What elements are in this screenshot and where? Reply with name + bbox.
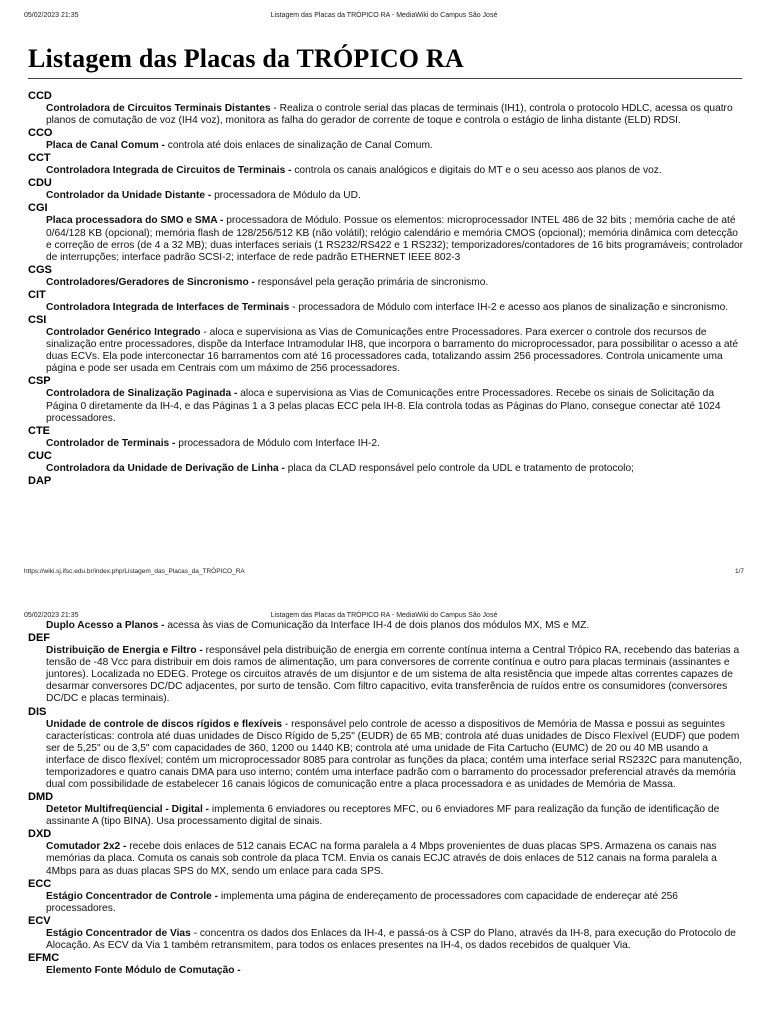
board-code: CDU [28, 177, 52, 190]
print-page-number: 1/7 [734, 568, 744, 575]
board-code: CCT [28, 152, 51, 165]
board-description-text: implementa uma página de endereçamento de processadores com capacidade de endereçar até 256 processadores. [46, 890, 678, 914]
content-area [28, 90, 744, 488]
board-description [46, 804, 744, 828]
separator: - [270, 103, 280, 114]
board-description-text: responsável pela geração primária de sincronismo. [257, 276, 489, 288]
board-code: CSP [28, 375, 51, 388]
board-description [46, 277, 744, 289]
board-description [46, 190, 744, 202]
board-name: Distribuição de Energia e Filtro - [46, 645, 203, 657]
board-code: CTE [28, 424, 50, 437]
board-description-text: aloca e supervisiona as Vias de Comunicações entre Processadores. Recebe os sinais de Solicitação da Página 0 diretamente da IH-4, e das Páginas 1 a 3 pelas placas ECC pela IH-8. Ela controla todas as Páginas do Plano, consegue conectar até 1024 processadores. [46, 388, 721, 424]
page-title: Listagem das Placas da TRÓPICO RA [28, 44, 742, 79]
board-name: Controlador da Unidade Distante - [46, 190, 212, 202]
board-description-text: implementa 6 enviadores ou receptores MFC, ou 6 enviadores MF para realização da função de identificação de assinante A (tipo BINA). Usa processamento digital de sinais. [46, 804, 720, 828]
board-name: Estágio Concentrador de Vias [46, 927, 191, 939]
board-code: DEF [28, 632, 50, 645]
board-name: Duplo Acesso a Planos - [46, 620, 165, 631]
board-description-text: acessa às vias de Comunicação da Interface IH-4 de dois planos dos módulos MX, MS e MZ. [167, 620, 590, 631]
board-description-text: recebe dois enlaces de 512 canais ECAC na forma paralela a 4 Mbps provenientes de duas placas SPS. Armazena os canais nas memórias da placa. Comuta os canais sob controle da placa TCM. Envia os canais ECJC através de dois enlaces de 512 canais na forma paralela a 4Mbps para as duas placas SPS do MX, sendo um enlace para cada SPS. [46, 841, 717, 877]
board-name: Comutador 2x2 - [46, 841, 127, 853]
board-code: CGS [28, 263, 52, 276]
board-description [46, 719, 744, 792]
board-description-text: placa da CLAD responsável pelo controle da UDL e tratamento de protocolo; [287, 462, 634, 474]
board-name: Controlador de Terminais - [46, 437, 176, 449]
board-description [46, 620, 744, 632]
board-description [46, 388, 744, 424]
board-description [46, 928, 744, 952]
content-area [28, 620, 744, 977]
board-code: CSI [28, 314, 47, 327]
board-code: CGI [28, 202, 48, 215]
board-description-text: controla os canais analógicos e digitais do MT e o seu acesso aos planos de voz. [294, 165, 662, 177]
print-header [24, 12, 744, 24]
board-description-text: aloca e supervisiona as Vias de Comunicações entre Processadores. Para exercer o controle dos recursos de sinalização entre processadores, dispõe da Interface Intramodular IH8, que incorpora o barramento do microprocessador, para possibilitar o acesso a até duas ECVs. Ela pode interconectar 16 barramentos com até 16 processadores cada, totalizando assim 256 processadores. Controla unicamente uma página e pode ser usada em Centrais com um máximo de 256 processadores. [46, 327, 738, 375]
print-datetime: 05/02/2023 21:35 [24, 12, 79, 19]
board-description [46, 841, 744, 877]
board-code: DMD [28, 791, 54, 804]
board-description [46, 103, 744, 127]
board-code: DXD [28, 828, 52, 841]
definition-list [28, 620, 744, 977]
board-description-text: responsável pela distribuição de energia em corrente contínua interna a Central Trópico RA, recebendo das baterias a tensão de -48 Vcc para distribuir em dois ramos de alimentação, um para conversores de corrente contínua e outro para placas terminais (assinantes e juntores). Localizada no EDEG. Protege os circuitos através de um disjuntor e de um sistema de alta resistência que impede altas correntes capazes de desarmar conversores DC/DC adjacentes, por surto de tensão. Com filtro capacitivo, evita transferência de ruídos entre os consumidores (conversores DC/DC e placas terminais). [46, 645, 740, 705]
board-name: Placa processadora do SMO e SMA - [46, 215, 224, 227]
print-footer-url: https://wiki.sj.ifsc.edu.br/index.php/Listagem_das_Placas_da_TRÓPICO_RA [24, 568, 245, 575]
definition-list [28, 90, 744, 488]
board-name: Controladora de Sinalização Paginada - [46, 388, 238, 400]
board-description-text: concentra os dados dos Enlaces da IH-4, e passá-os à CSP do Plano, através da IH-8, para execução do Protocolo de Alocação. As ECV da Via 1 também retransmitem, para todos os enlaces presentes na IH-4, os dados recebidos de qualquer Via. [46, 927, 736, 951]
board-description-text: processadora de Módulo com interface IH-2 e acesso aos planos de sinalização e sincronismo. [298, 301, 729, 313]
board-code: ECV [28, 914, 51, 927]
board-name: Detetor Multifreqüencial - Digital - [46, 804, 210, 816]
board-description-text: processadora de Módulo. Possue os elementos: microprocessador INTEL 486 de 32 bits ; memória cache de até 0/64/128 KB (opcional); memória flash de 128/256/512 KB (não volátil); relógio calendário e memória CMOS (opcional); memória dinâmica com detecção e correção de erros (de 4 a 32 MB); duas interfaces seriais (1 RS232/RS422 e 1 RS232); temporizadores/contadores de 16 bits programáveis; controlador de interrupções; interface padrão SCSI-2; interface de rede padrão ETHERNET IEEE 802-3 [46, 215, 744, 263]
printed-page-2 [0, 600, 768, 1024]
print-datetime: 05/02/2023 21:35 [24, 612, 79, 619]
print-header-title: Listagem das Placas da TRÓPICO RA - MediaWiki do Campus São José [270, 612, 498, 619]
board-description [46, 302, 744, 314]
separator: - [200, 327, 210, 339]
board-description [46, 327, 744, 375]
board-name: Controladora Integrada de Interfaces de Terminais [46, 301, 290, 313]
board-description [46, 215, 744, 263]
board-description [46, 891, 744, 915]
separator: - [190, 927, 200, 939]
separator: - [282, 718, 292, 730]
board-description [46, 645, 744, 705]
separator: - [289, 301, 299, 313]
board-name: Elemento Fonte Módulo de Comutação - [46, 964, 241, 976]
board-name: Placa de Canal Comum - [46, 140, 165, 152]
board-name: Controladores/Geradores de Sincronismo - [46, 276, 255, 288]
board-description [46, 165, 744, 177]
board-code: CCO [28, 127, 53, 140]
board-name: Controlador Genérico Integrado [46, 327, 201, 339]
board-description-text: Realiza o controle serial das placas de terminais (IH1), controla o protocolo HDLC, acessa os quatro planos de comutação de voz (IH4 voz), monitora as falha do gerador de corrente de toque e controla o estágio de linha distante (ELD) RDSI. [46, 103, 733, 127]
board-description-text: responsável pelo controle de acesso a dispositivos de Memória de Massa e possui as seguintes características: controla até duas unidades de Disco Rígido de 5,25" (EUDR) de 65 MB; controla até duas unidades de Disco Flexível (EUDF) que podem ser de 5,25" ou de 3,5" com capacidades de 360, 1200 ou 1440 KB; controla até uma unidade de Fita Cartucho (EUMC) de 20 ou 40 MB usando a interface de disco flexível; contém um microprocessador 8085 para controlar as funções da placa; contém uma interface serial RS232C para manutenção, temporizadores e quatro canais DMA para uso interno; contém uma interface padrão com o barramento do processador preferencial através da memória dual com possibilidade de estabelecer 16 canais lógicos de comunicação entre a placa processadora e as unidades de Memória de Massa. [46, 718, 742, 791]
board-code: DIS [28, 705, 47, 718]
board-description [46, 463, 744, 475]
board-name: Unidade de controle de discos rígidos e flexíveis [46, 718, 283, 730]
board-code: CUC [28, 449, 52, 462]
board-code: CCD [28, 90, 52, 102]
board-description-text: controla até dois enlaces de sinalização de Canal Comum. [167, 140, 433, 152]
board-description-text: processadora de Módulo da UD. [214, 190, 361, 202]
board-description-text: processadora de Módulo com Interface IH-2. [178, 437, 380, 449]
board-name: Controladora da Unidade de Derivação de Linha - [46, 462, 285, 474]
print-footer [24, 568, 744, 578]
board-code: CIT [28, 288, 46, 301]
board-description [46, 965, 744, 977]
board-description [46, 140, 744, 152]
board-name: Estágio Concentrador de Controle - [46, 890, 219, 902]
board-description [46, 438, 744, 450]
board-name: Controladora Integrada de Circuitos de Terminais - [46, 165, 292, 177]
board-code: ECC [28, 877, 52, 890]
board-code: DAP [28, 474, 52, 487]
print-header-title: Listagem das Placas da TRÓPICO RA - MediaWiki do Campus São José [270, 12, 498, 19]
board-code: EFMC [28, 951, 60, 964]
board-name: Controladora de Circuitos Terminais Distantes [46, 103, 271, 114]
